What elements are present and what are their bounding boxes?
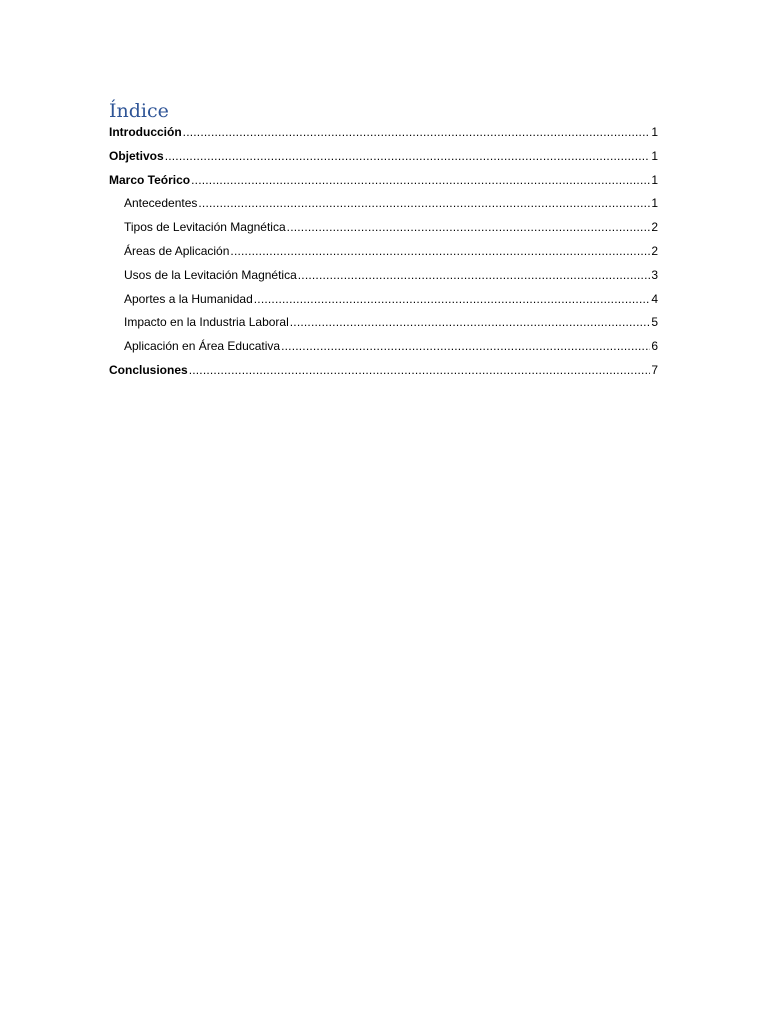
toc-entry-tipos-de-levitacion[interactable] <box>109 216 658 240</box>
dot-leader <box>189 359 651 383</box>
dot-leader <box>165 145 651 169</box>
toc-entry-antecedentes[interactable] <box>109 192 658 216</box>
toc-entry-areas-de-aplicacion[interactable] <box>109 240 658 264</box>
toc-entry-label: Aportes a la Humanidad <box>124 291 253 306</box>
toc-entry-label: Objetivos <box>109 148 164 163</box>
toc-entry-page: 4 <box>651 291 658 306</box>
dot-leader <box>183 121 651 145</box>
dot-leader <box>254 288 651 312</box>
toc-entry-label: Conclusiones <box>109 362 188 377</box>
toc-entry-label: Áreas de Aplicación <box>124 243 230 258</box>
dot-leader <box>281 335 650 359</box>
toc-entry-label: Marco Teórico <box>109 172 191 187</box>
toc-entry-label: Aplicación en Área Educativa <box>124 339 281 354</box>
toc-entry-page: 1 <box>651 196 658 211</box>
toc-entry-page: 2 <box>651 243 658 258</box>
toc-entry-page: 6 <box>651 339 658 354</box>
toc-entry-conclusiones[interactable] <box>109 359 658 383</box>
toc-title: Índice <box>109 100 169 122</box>
toc-entry-page: 2 <box>651 220 658 235</box>
toc-entry-page: 1 <box>651 148 658 163</box>
dot-leader <box>230 240 650 264</box>
toc-entry-introduccion[interactable] <box>109 121 658 145</box>
dot-leader <box>298 264 651 288</box>
table-of-contents <box>109 121 658 383</box>
toc-entry-impacto-industria-laboral[interactable] <box>109 311 658 335</box>
toc-entry-page: 1 <box>651 125 658 139</box>
dot-leader <box>287 216 651 240</box>
toc-entry-page: 5 <box>651 315 658 330</box>
toc-entry-label: Introducción <box>109 125 182 139</box>
dot-leader <box>191 169 650 193</box>
dot-leader <box>198 192 650 216</box>
toc-entry-aplicacion-area-educativa[interactable] <box>109 335 658 359</box>
toc-entry-marco-teorico[interactable] <box>109 169 658 193</box>
toc-entry-page: 7 <box>651 362 658 377</box>
toc-entry-label: Impacto en la Industria Laboral <box>124 315 289 330</box>
toc-entry-objetivos[interactable] <box>109 145 658 169</box>
toc-entry-aportes-a-la-humanidad[interactable] <box>109 288 658 312</box>
toc-entry-page: 3 <box>651 267 658 282</box>
toc-entry-usos-de-la-levitacion[interactable] <box>109 264 658 288</box>
toc-entry-label: Antecedentes <box>124 196 198 211</box>
toc-entry-label: Tipos de Levitación Magnética <box>124 220 286 235</box>
toc-entry-page: 1 <box>651 172 658 187</box>
dot-leader <box>290 311 651 335</box>
toc-entry-label: Usos de la Levitación Magnética <box>124 267 297 282</box>
